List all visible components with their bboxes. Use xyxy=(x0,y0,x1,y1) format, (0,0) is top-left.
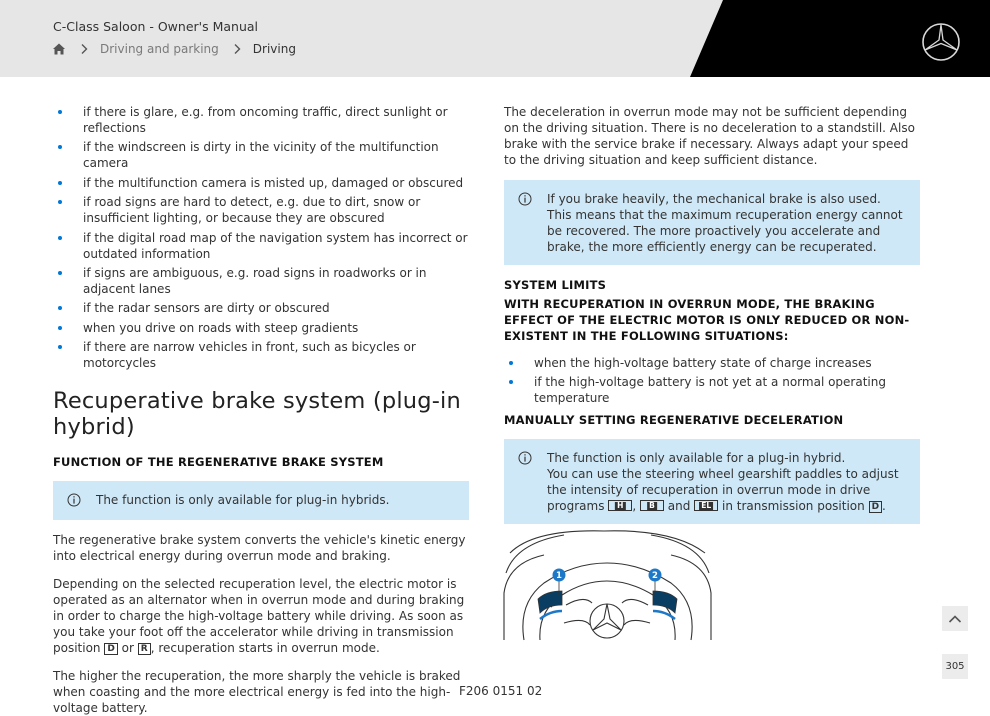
steering-wheel-illustration xyxy=(504,533,711,640)
list-item: if the radar sensors are dirty or obscured xyxy=(53,300,469,316)
list-item: if the high-voltage battery is not yet at a normal operating temperature xyxy=(504,374,920,406)
info-text: If you brake heavily, the mechanical brake is also used. This means that the maximum recuperation energy cannot be recovered. The more proactively you accelerate and brake, the more efficiently energy can be recuperated. xyxy=(547,192,903,254)
breadcrumb-link-driving-and-parking[interactable]: Driving and parking xyxy=(100,42,219,56)
list-item: if the digital road map of the navigation system has incorrect or outdated information xyxy=(53,230,469,262)
condition-list xyxy=(53,104,469,371)
system-limits-subheading: WITH RECUPERATION IN OVERRUN MODE, THE BRAKING EFFECT OF THE ELECTRIC MOTOR IS ONLY REDUCED OR NON-EXISTENT IN THE FOLLOWING SITUATIONS: xyxy=(504,297,910,343)
chevron-right-icon xyxy=(232,43,242,55)
manual-deceleration-heading: MANUALLY SETTING REGENERATIVE DECELERATION xyxy=(504,413,844,428)
left-column xyxy=(53,104,469,716)
info-icon xyxy=(67,493,81,507)
callout-1-label: 1 xyxy=(556,571,562,581)
right-column xyxy=(504,104,920,524)
info-icon xyxy=(518,192,532,206)
transmission-d-symbol: D xyxy=(869,501,882,513)
info-text: The function is only available for a plug-in hybrid. xyxy=(547,451,846,466)
info-box-mechanical-brake xyxy=(504,180,920,265)
breadcrumb xyxy=(52,42,296,56)
paragraph: The regenerative brake system converts the vehicle's kinetic energy into electrical energy during overrun mode and braking. xyxy=(53,533,466,564)
page-number: 305 xyxy=(942,654,968,679)
paragraph: The deceleration in overrun mode may not be sufficient depending on the driving situation. There is no deceleration to a standstill. Also brake with the service brake if necessary. Always adapt your speed to the driving situation and keep sufficient distance. xyxy=(504,105,915,167)
list-item: if there are narrow vehicles in front, such as bicycles or motorcycles xyxy=(53,339,469,371)
mercedes-star-logo xyxy=(921,22,961,62)
chevron-up-icon xyxy=(948,614,962,624)
chevron-right-icon xyxy=(79,43,89,55)
list-item: if there is glare, e.g. from oncoming traffic, direct sunlight or reflections xyxy=(53,104,469,136)
home-icon[interactable] xyxy=(52,42,66,56)
breadcrumb-current: Driving xyxy=(252,42,296,56)
transmission-d-symbol: D xyxy=(104,643,117,655)
drive-program-el-symbol: EL xyxy=(694,500,718,511)
callout-2-label: 2 xyxy=(652,571,658,581)
list-item: when you drive on roads with steep gradients xyxy=(53,320,469,336)
info-text: The function is only available for plug-in hybrids. xyxy=(96,493,390,508)
page-header xyxy=(0,0,990,77)
manual-title: C-Class Saloon - Owner's Manual xyxy=(53,19,258,34)
info-text: You can use the steering wheel gearshift paddles to adjust the intensity of recuperation in overrun mode in drive programs H , B and EL in transmission position D . xyxy=(547,467,899,514)
drive-program-h-symbol: H xyxy=(608,500,632,511)
paragraph: Depending on the selected recuperation level, the electric motor is operated as an alternator when in overrun mode and during braking in order to charge the high-voltage battery while driving. As soon as you take your foot off the accelerator while driving in transmission position D or R , recuperation starts in overrun mode. xyxy=(53,577,465,656)
info-box-hybrid xyxy=(504,439,920,524)
list-item: if signs are ambiguous, e.g. road signs in roadworks or in adjacent lanes xyxy=(53,265,469,297)
figure-id: F206 0151 02 xyxy=(459,684,543,698)
section-title: Recuperative brake system (plug-in hybrid) xyxy=(53,388,461,441)
list-item: when the high-voltage battery state of charge increases xyxy=(504,355,920,371)
paragraph: The higher the recuperation, the more sharply the vehicle is braked when coasting and the more electrical energy is fed into the high-voltage battery. xyxy=(53,669,461,716)
list-item: if the multifunction camera is misted up, damaged or obscured xyxy=(53,175,469,191)
drive-program-b-symbol: B xyxy=(640,500,664,511)
system-limits-heading: SYSTEM LIMITS xyxy=(504,278,607,292)
limits-list xyxy=(504,355,920,406)
transmission-r-symbol: R xyxy=(138,643,151,655)
function-heading: FUNCTION OF THE REGENERATIVE BRAKE SYSTEM xyxy=(53,455,384,470)
info-icon xyxy=(518,451,532,465)
info-box-plugin xyxy=(53,481,469,520)
scroll-to-top-button[interactable] xyxy=(942,606,968,631)
list-item: if road signs are hard to detect, e.g. due to dirt, snow or insufficient lighting, or because they are obscured xyxy=(53,194,469,226)
list-item: if the windscreen is dirty in the vicinity of the multifunction camera xyxy=(53,139,469,171)
